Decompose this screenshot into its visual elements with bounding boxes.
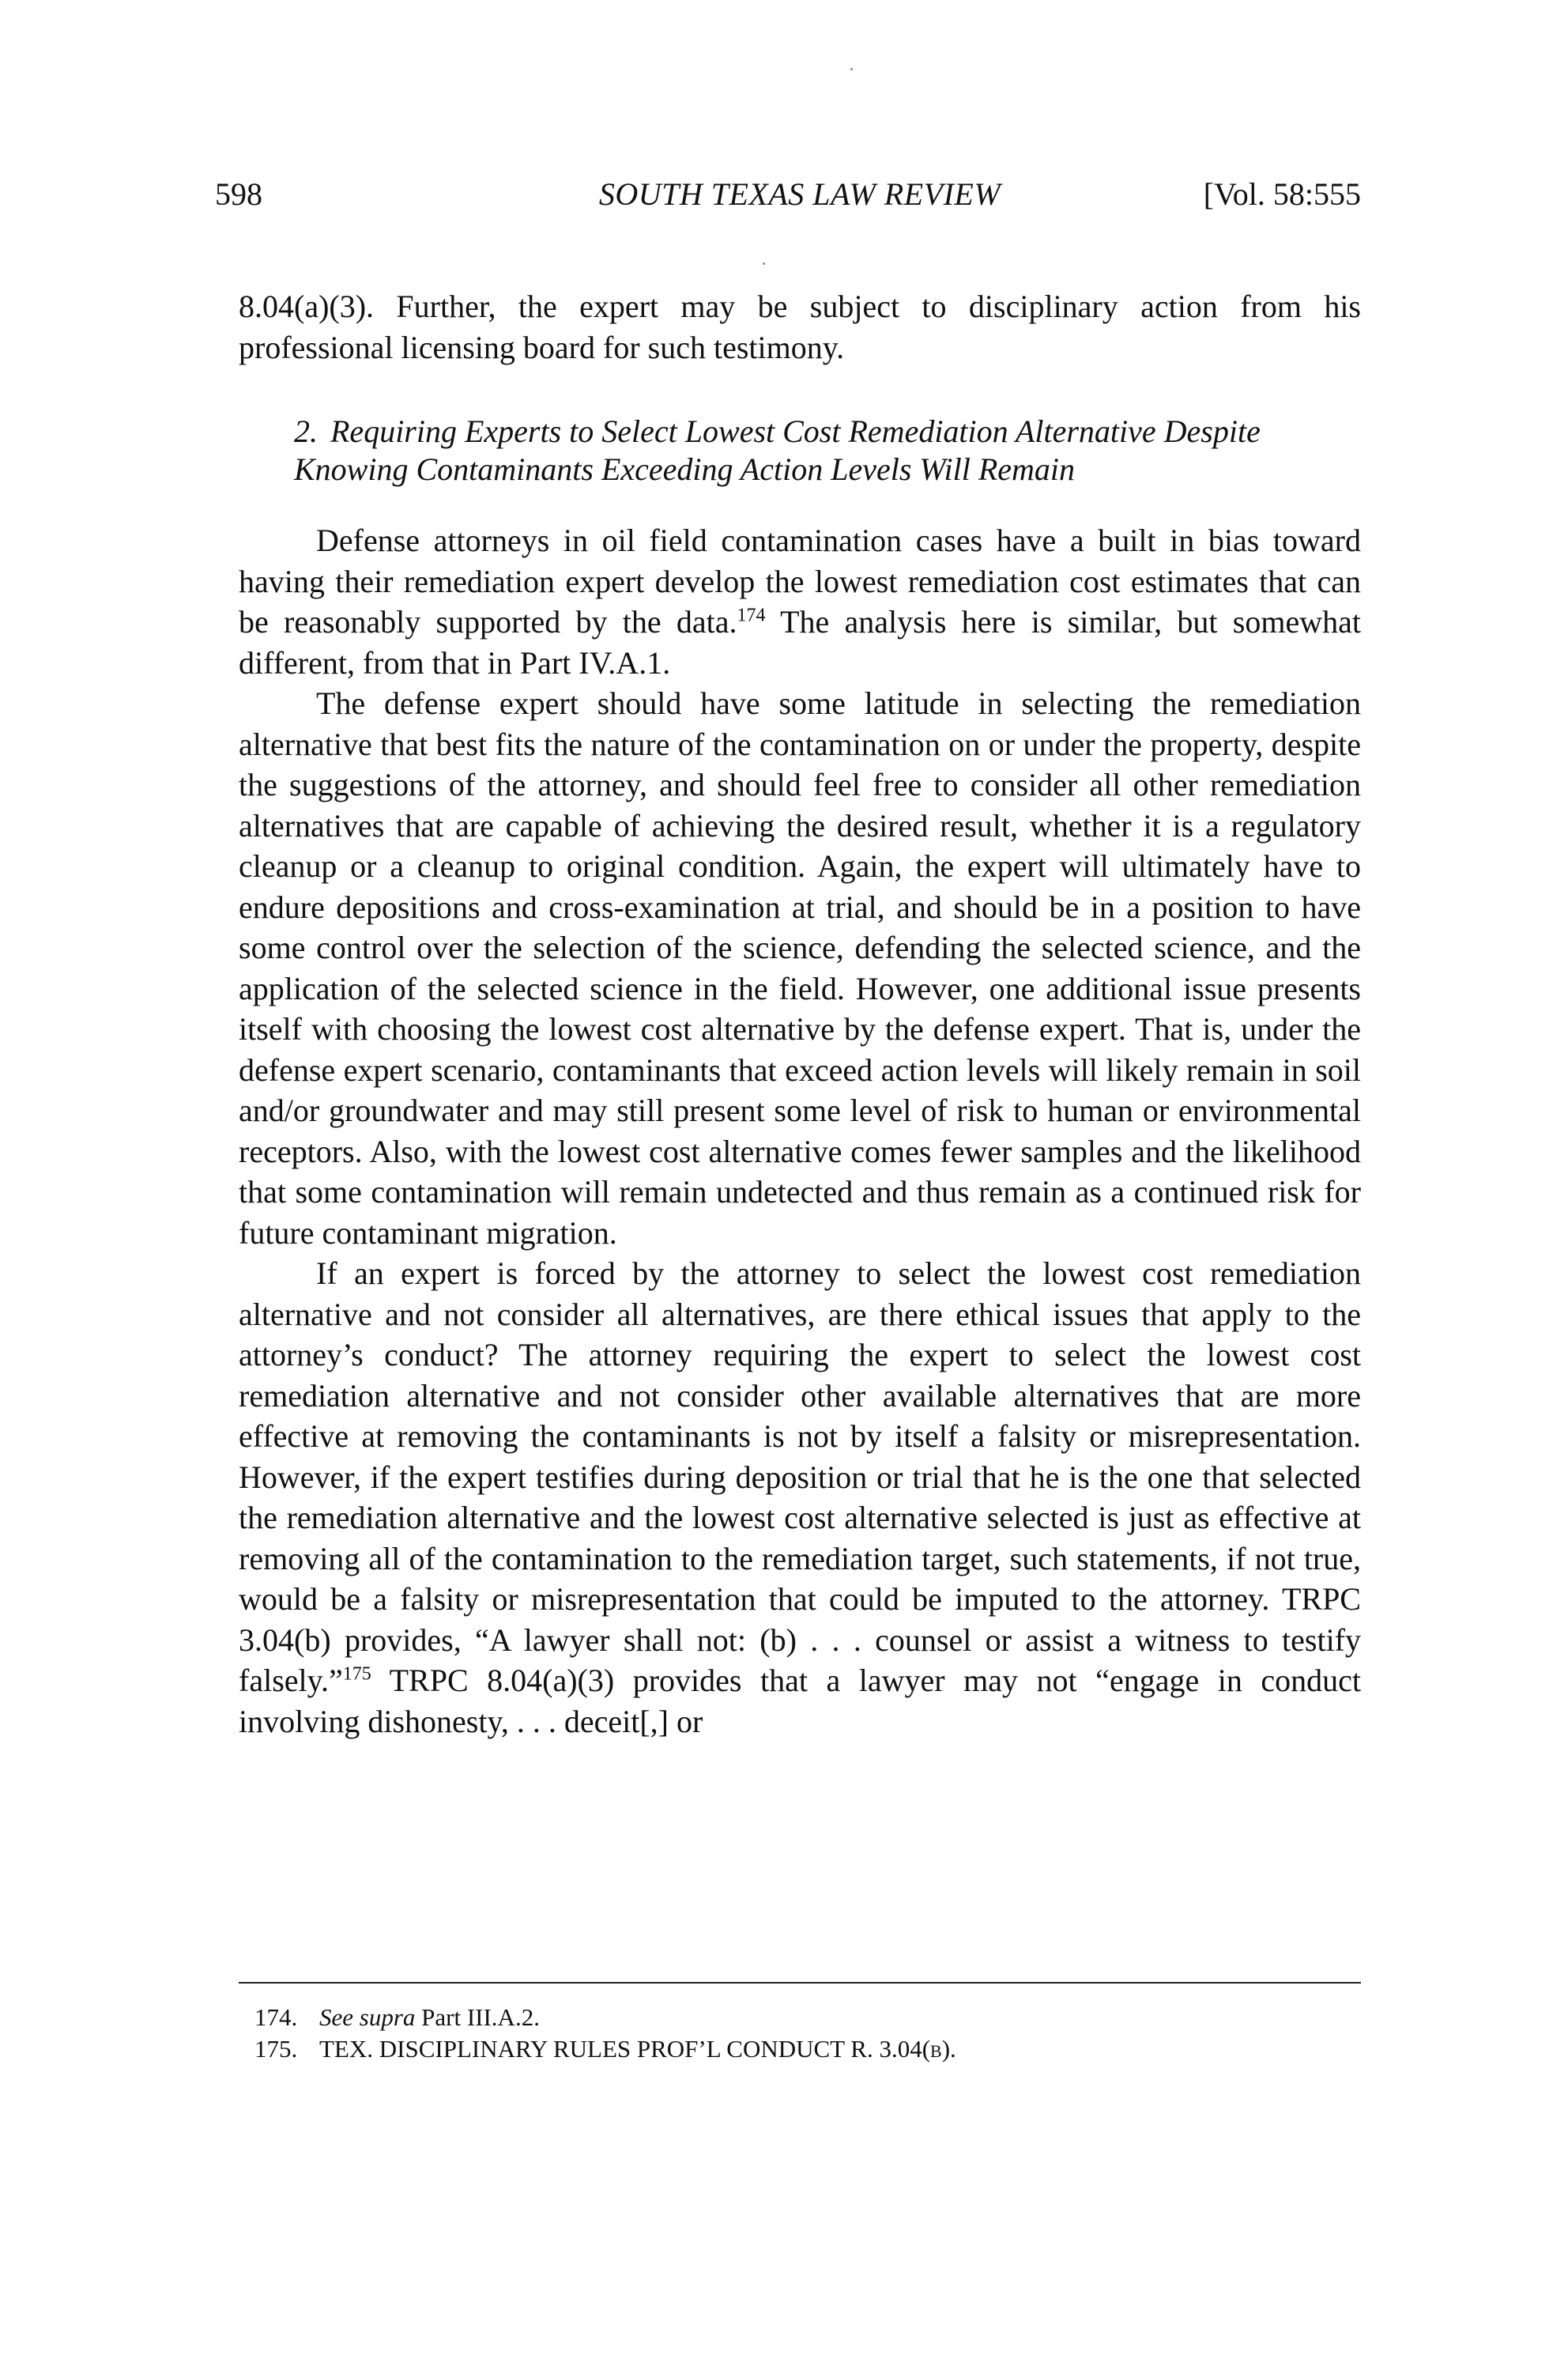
scan-speck bbox=[763, 262, 765, 265]
footnote-175 bbox=[254, 2033, 1361, 2065]
footnote-number: 175. bbox=[254, 2035, 298, 2063]
footnote-number: 174. bbox=[254, 2003, 298, 2031]
footnote-divider bbox=[239, 1982, 1361, 1984]
paragraph-continued: 8.04(a)(3). Further, the expert may be subject to disciplinary action from his professional licensing board for such testimony. bbox=[239, 289, 1361, 365]
paragraph-3-text-b: TRPC 8.04(a)(3) provides that a lawyer may not “engage in conduct involving dishonesty, . . . deceit[,] or bbox=[239, 1663, 1361, 1739]
running-head bbox=[215, 174, 1361, 215]
footnote-signal: See supra bbox=[319, 2003, 416, 2031]
paragraph-1-text-a: Defense attorneys in oil field contamination cases have a built in bias toward having their remediation expert develop the lowest remediation cost estimates that can be reasonably supported by the data. bbox=[239, 523, 1361, 640]
paragraph-3-text-a: If an expert is forced by the attorney to select the lowest cost remediation alternative and not consider all alternatives, are there ethical issues that apply to the attorney’s conduct? The attorney requiring the expert to select the lowest cost remediation alternative and not consider other available alternatives that are more effective at removing the contaminants is not by itself a falsity or misrepresentation. However, if the expert testifies during deposition or trial that he is the one that selected the remediation alternative and the lowest cost alternative selected is just as effective at removing all of the contamination to the remediation target, such statements, if not true, would be a falsity or misrepresentation that could be imputed to the attorney. TRPC 3.04(b) provides, “A lawyer shall not: (b) . . . counsel or assist a witness to testify falsely.” bbox=[239, 1255, 1361, 1698]
footnote-ref-174: 174 bbox=[737, 605, 766, 626]
section-subheading bbox=[239, 413, 1361, 489]
footnote-text bbox=[319, 2002, 540, 2033]
document-page bbox=[215, 0, 1361, 2363]
page-number: 598 bbox=[215, 176, 262, 212]
paragraph-3 bbox=[239, 1253, 1361, 1742]
body-text bbox=[239, 286, 1361, 1742]
footnote-text bbox=[319, 2033, 956, 2065]
paragraph-1 bbox=[239, 520, 1361, 683]
paragraph-2: The defense expert should have some latitude in selecting the remediation alternative that best fits the nature of the contamination on or under the property, despite the suggestions of the attorney, and should feel free to consider all other remediation alternatives that are capable of achieving the desired result, whether it is a regulatory cleanup or a cleanup to original condition. Again, the expert will ultimately have to endure depositions and cross-examination at trial, and should be in a position to have some control over the selection of the science, defending the selected science, and the application of the selected science in the field. However, one additional issue presents itself with choosing the lowest cost alternative by the defense expert. That is, under the defense expert scenario, contaminants that exceed action levels will likely remain in soil and/or groundwater and may still present some level of risk to human or environmental receptors. Also, with the lowest cost alternative comes fewer samples and the likelihood that some contamination will remain undetected and thus remain as a continued risk for future contaminant migration. bbox=[239, 685, 1361, 1251]
journal-title: SOUTH TEXAS LAW REVIEW bbox=[598, 176, 1001, 212]
paragraph-1-text-b: The analysis here is similar, but somewhat different, from that in Part IV.A.1. bbox=[239, 604, 1361, 681]
footnote-citation: TEX. DISCIPLINARY RULES PROF’L CONDUCT R. 3.04(b). bbox=[319, 2035, 956, 2063]
volume-citation: [Vol. 58:555 bbox=[1203, 176, 1361, 212]
scan-speck bbox=[850, 68, 853, 70]
subheading-title: Requiring Experts to Select Lowest Cost Remediation Alternative Despite Knowing Contaminants Exceeding Action Levels Will Remain bbox=[294, 413, 1261, 487]
subheading-number: 2. bbox=[294, 413, 318, 449]
footnote-174 bbox=[254, 2002, 1361, 2033]
footnote-ref-175: 175 bbox=[342, 1663, 371, 1685]
footnote-citation: Part III.A.2. bbox=[415, 2003, 540, 2031]
footnotes bbox=[254, 2002, 1361, 2065]
